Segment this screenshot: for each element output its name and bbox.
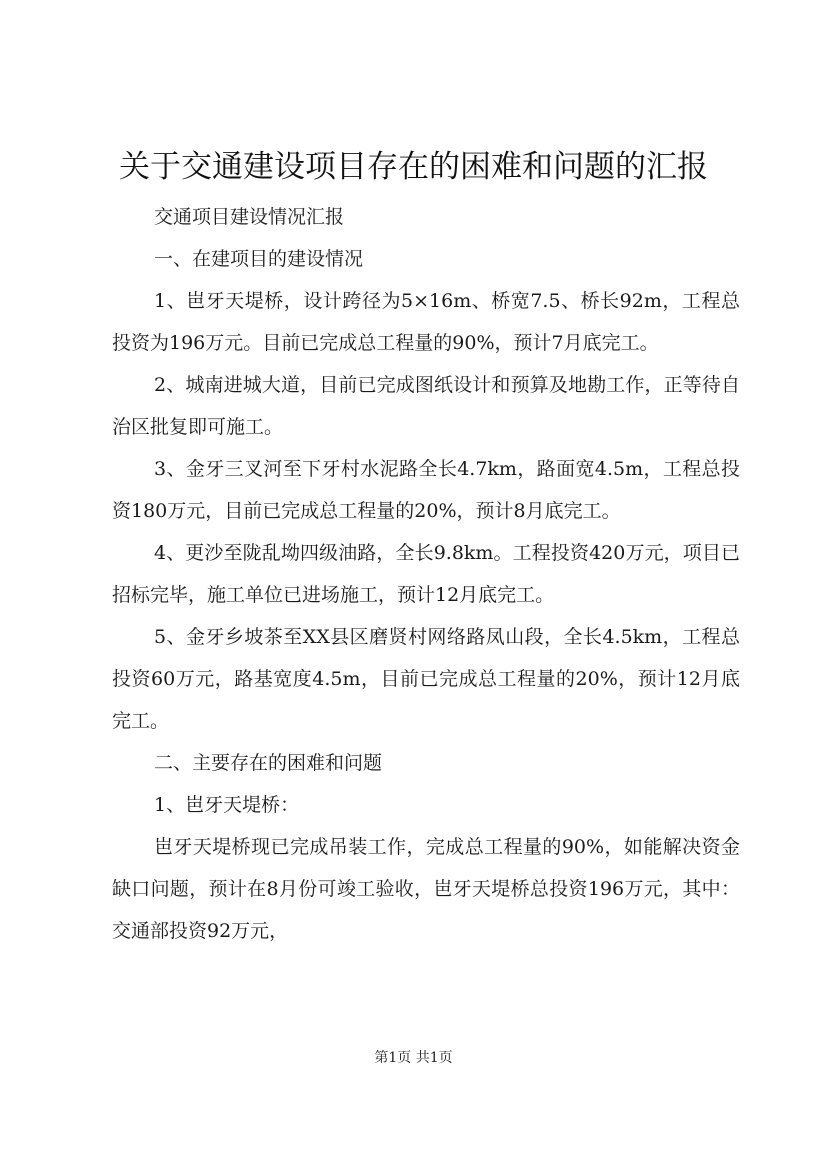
document-title: 关于交通建设项目存在的困难和问题的汇报: [119, 149, 708, 185]
paragraph-item-5: 5、金牙乡坡茶至XX县区磨贤村网络路凤山段，全长4.5km，工程总投资60万元，路基宽度4.5m，目前已完成总工程量的20%，预计12月底完工。: [112, 626, 740, 732]
paragraph-item-4: 4、更沙至陇乱坳四级油路，全长9.8km。工程投资420万元，项目已招标完毕，施工单位已进场施工，预计12月底完工。: [112, 542, 740, 606]
paragraph-problem-1-body: 岜牙天堤桥现已完成吊装工作，完成总工程量的90%，如能解决资金缺口问题，预计在8月份可竣工验收，岜牙天堤桥总投资196万元，其中：交通部投资92万元，: [112, 836, 740, 942]
paragraph-report-heading: 交通项目建设情况汇报: [154, 206, 345, 228]
paragraph-problem-1-heading: 1、岜牙天堤桥：: [154, 794, 300, 816]
paragraph-item-3: 3、金牙三叉河至下牙村水泥路全长4.7km，路面宽4.5m，工程总投资180万元，目前已完成总工程量的20%，预计8月底完工。: [112, 458, 740, 522]
document-body: [112, 196, 740, 952]
paragraph-item-1: 1、岜牙天堤桥，设计跨径为5×16m、桥宽7.5、桥长92m，工程总投资为196万元。目前已完成总工程量的90%，预计7月底完工。: [112, 290, 740, 354]
page-footer: 第1页 共1页: [374, 1050, 453, 1066]
paragraph-section-2-heading: 二、主要存在的困难和问题: [154, 752, 383, 774]
paragraph-section-1-heading: 一、在建项目的建设情况: [154, 248, 364, 270]
paragraph-item-2: 2、城南进城大道，目前已完成图纸设计和预算及地勘工作，正等待自治区批复即可施工。: [112, 374, 740, 438]
